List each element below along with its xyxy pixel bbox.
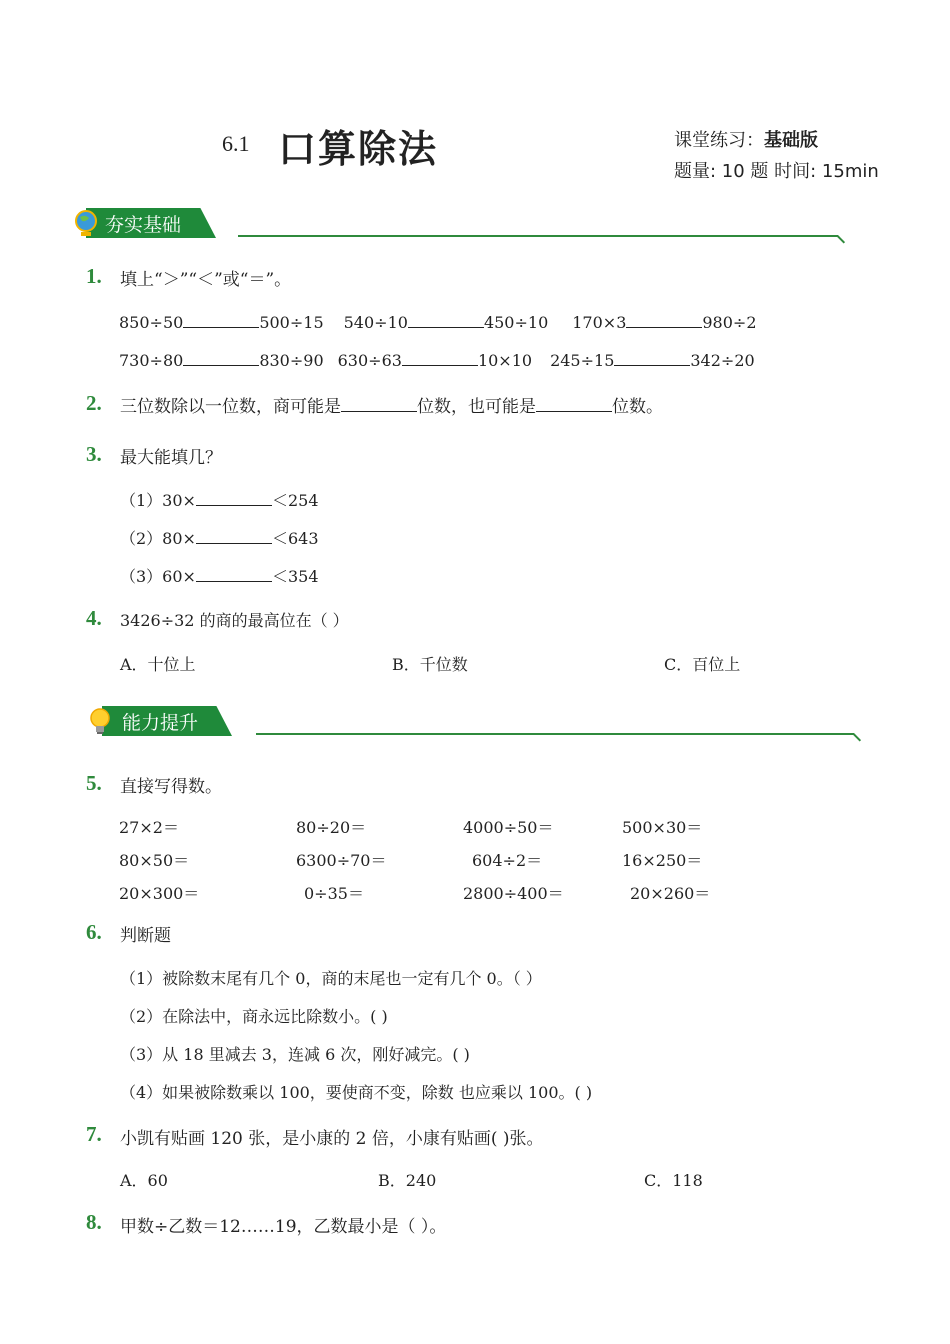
calc-item: 6300÷70＝ [296, 851, 387, 870]
question-number: 2. [86, 391, 102, 415]
question-number: 6. [86, 920, 102, 944]
expr: 850÷50 [119, 313, 184, 332]
sub-item [120, 488, 319, 511]
question-text [120, 392, 663, 417]
practice-level: 基础版 [764, 130, 818, 151]
section-number: 6.1 [222, 131, 250, 156]
calc-item: 0÷35＝ [304, 884, 364, 903]
answer-blank[interactable] [196, 565, 272, 582]
expr: 540÷10 [343, 313, 408, 332]
expr: 980÷2 [702, 313, 757, 332]
answer-blank[interactable] [183, 349, 259, 366]
question-text: 判断题 [120, 926, 171, 946]
compare-row [119, 349, 755, 370]
practice-info: 题量: 10 题 时间: 15min [674, 161, 879, 182]
calc-item: 20×260＝ [630, 884, 711, 903]
section-rule [238, 235, 838, 237]
answer-blank[interactable] [536, 395, 612, 412]
answer-blank[interactable] [183, 311, 259, 328]
judge-item: （2）在除法中，商永远比除数小。( ) [120, 1007, 388, 1026]
compare-row [119, 311, 757, 332]
sub-item-post: ＜254 [271, 491, 319, 510]
option-b[interactable]: B．240 [378, 1171, 437, 1190]
calc-item: 4000÷50＝ [463, 818, 554, 837]
answer-blank[interactable] [341, 395, 417, 412]
question-text: 直接写得数。 [120, 777, 222, 797]
question-number: 1. [86, 264, 102, 288]
sub-item-pre: （1）30× [120, 491, 196, 510]
question-number: 4. [86, 606, 102, 630]
question-text: 小凯有贴画 120 张，是小康的 2 倍，小康有贴画( )张。 [120, 1129, 544, 1149]
section-banner-advanced [88, 706, 238, 736]
option-b[interactable]: B．千位数 [392, 655, 468, 674]
question-text: 填上“＞”“＜”或“＝”。 [120, 270, 292, 290]
question-number: 7. [86, 1122, 102, 1146]
answer-blank[interactable] [196, 489, 272, 506]
expr: 730÷80 [119, 351, 184, 370]
calc-item: 500×30＝ [622, 818, 703, 837]
expr: 10×10 [477, 351, 533, 370]
expr: 450÷10 [483, 313, 549, 332]
calc-item: 20×300＝ [119, 884, 200, 903]
question-number: 8. [86, 1210, 102, 1234]
judge-item: （1）被除数末尾有几个 0，商的末尾也一定有几个 0。（ ） [120, 969, 542, 988]
option-a[interactable]: A．十位上 [120, 655, 196, 674]
section-title-advanced: 能力提升 [122, 712, 199, 734]
section-banner-basic [72, 208, 222, 238]
question-text: 甲数÷乙数＝12……19，乙数最小是（ ）。 [120, 1217, 447, 1237]
sub-item-pre: （3）60× [120, 567, 196, 586]
calc-item: 80×50＝ [119, 851, 190, 870]
calc-item: 27×2＝ [119, 818, 179, 837]
option-c[interactable]: C．百位上 [664, 655, 741, 674]
expr: 830÷90 [259, 351, 324, 370]
question-number: 5. [86, 771, 102, 795]
section-rule-tail [853, 733, 861, 741]
calc-item: 80÷20＝ [296, 818, 367, 837]
answer-blank[interactable] [196, 527, 272, 544]
expr: 342÷20 [690, 351, 755, 370]
calc-item: 2800÷400＝ [463, 884, 564, 903]
sub-item [120, 526, 319, 549]
expr: 630÷63 [337, 351, 402, 370]
q2-part: 三位数除以一位数，商可能是 [120, 397, 341, 417]
sub-item-post: ＜354 [271, 567, 319, 586]
expr: 500÷15 [259, 313, 324, 332]
answer-blank[interactable] [408, 311, 484, 328]
sub-item-post: ＜643 [271, 529, 319, 548]
judge-item: （3）从 18 里减去 3，连减 6 次，刚好减完。( ) [120, 1045, 470, 1064]
globe-icon [72, 208, 102, 238]
calc-item: 604÷2＝ [472, 851, 543, 870]
practice-label-text: 课堂练习： [674, 130, 764, 151]
q2-part: 位数，也可能是 [417, 397, 536, 417]
option-c[interactable]: C．118 [644, 1171, 703, 1190]
question-text: 最大能填几？ [120, 448, 222, 468]
option-a[interactable]: A．60 [120, 1171, 168, 1190]
answer-blank[interactable] [614, 349, 690, 366]
q2-part: 位数。 [612, 397, 663, 417]
section-title-basic: 夯实基础 [105, 214, 182, 236]
question-number: 3. [86, 442, 102, 466]
judge-item: （4）如果被除数乘以 100，要使商不变，除数 也应乘以 100。( ) [120, 1083, 593, 1102]
question-text: 3426÷32 的商的最高位在（ ） [120, 611, 349, 630]
lightbulb-icon [88, 706, 118, 738]
answer-blank[interactable] [402, 349, 478, 366]
section-rule-tail [837, 235, 845, 243]
practice-label [674, 126, 818, 152]
section-rule [256, 733, 854, 735]
answer-blank[interactable] [626, 311, 702, 328]
expr: 170×3 [572, 313, 627, 332]
sub-item-pre: （2）80× [120, 529, 196, 548]
page-title: 口算除法 [278, 127, 439, 171]
sub-item [120, 564, 319, 587]
expr: 245÷15 [550, 351, 615, 370]
calc-item: 16×250＝ [622, 851, 703, 870]
